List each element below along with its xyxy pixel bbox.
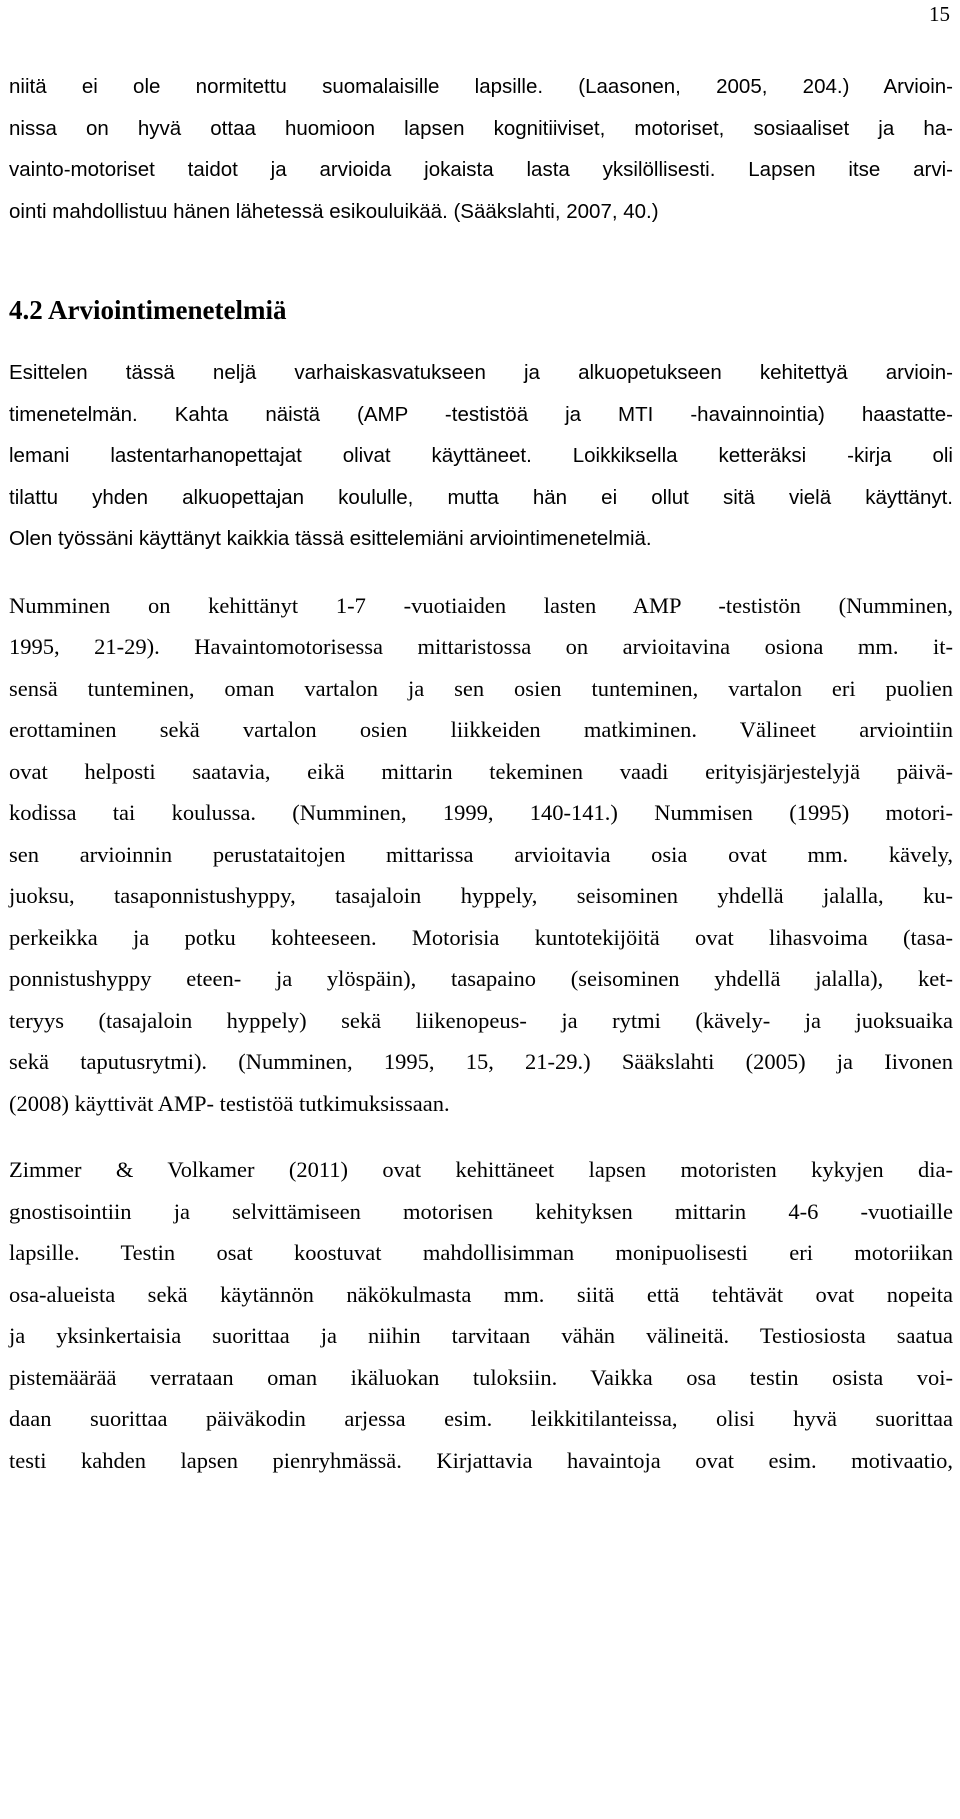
text-line: ovat helposti saatavia, eikä mittarin tekeminen vaadi erityisjärjestelyjä päivä- xyxy=(9,758,953,784)
text-line: testi kahden lapsen pienryhmässä. Kirjattavia havaintoja ovat esim. motivaatio, xyxy=(9,1447,953,1473)
text-line: ja yksinkertaisia suorittaa ja niihin tarvitaan vähän välineitä. Testiosiosta saatua xyxy=(9,1323,953,1348)
text-line: niitä ei ole normitettu suomalaisille lapsille. (Laasonen, 2005, 204.) Arvioin- xyxy=(9,75,953,98)
text-line: tilattu yhden alkuopettajan koululle, mutta hän ei ollut sitä vielä käyttänyt. xyxy=(9,485,953,509)
text-line: vainto-motoriset taidot ja arvioida jokaista lasta yksilöllisesti. Lapsen itse arvi- xyxy=(9,158,953,181)
document-body xyxy=(9,66,953,1481)
text-line: ponnistushyppy eteen- ja ylöspäin), tasapaino (seisominen yhdellä jalalla), ket- xyxy=(9,966,953,991)
page-number: 15 xyxy=(929,2,950,26)
text-line: Numminen on kehittänyt 1-7 -vuotiaiden lasten AMP -testistön (Numminen, xyxy=(9,592,953,618)
text-line: sensä tunteminen, oman vartalon ja sen osien tunteminen, vartalon eri puolien xyxy=(9,675,953,701)
text-line: nissa on hyvä ottaa huomioon lapsen kognitiiviset, motoriset, sosiaaliset ja ha- xyxy=(9,116,953,140)
text-line: lapsille. Testin osat koostuvat mahdollisimman monipuolisesti eri motoriikan xyxy=(9,1240,953,1265)
text-line: juoksu, tasaponnistushyppy, tasajaloin hyppely, seisominen yhdellä jalalla, ku- xyxy=(9,883,953,908)
text-line: Zimmer & Volkamer (2011) ovat kehittäneet lapsen motoristen kykyjen dia- xyxy=(9,1157,953,1182)
text-line: pistemäärää verrataan oman ikäluokan tuloksiin. Vaikka osa testin osista voi- xyxy=(9,1364,953,1390)
paragraph-methods-intro xyxy=(9,352,953,560)
text-line: lemani lastentarhanopettajat olivat käyttäneet. Loikkiksella ketteräksi -kirja oli xyxy=(9,444,953,467)
text-line: daan suorittaa päiväkodin arjessa esim. leikkitilanteissa, olisi hyvä suorittaa xyxy=(9,1406,953,1431)
text-line: teryys (tasajaloin hyppely) sekä liikenopeus- ja rytmi (kävely- ja juoksuaika xyxy=(9,1007,953,1033)
section-heading: 4.2 Arviointimenetelmiä xyxy=(9,295,287,325)
text-line: sekä taputusrytmi). (Numminen, 1995, 15, 21-29.) Sääkslahti (2005) ja Iivonen xyxy=(9,1049,953,1074)
text-line: perkeikka ja potku kohteeseen. Motorisia kuntotekijöitä ovat lihasvoima (tasa- xyxy=(9,924,953,950)
text-line: osa-alueista sekä käytännön näkökulmasta mm. siitä että tehtävät ovat nopeita xyxy=(9,1281,953,1307)
text-line: gnostisointiin ja selvittämiseen motorisen kehityksen mittarin 4-6 -vuotiaille xyxy=(9,1198,953,1224)
paragraph-amp xyxy=(9,585,953,1125)
text-line: ointi mahdollistuu hänen lähetessä esikouluikää. (Sääkslahti, 2007, 40.) xyxy=(9,199,659,223)
paragraph-intro xyxy=(9,66,953,232)
text-line: sen arvioinnin perustataitojen mittarissa arvioitavia osia ovat mm. kävely, xyxy=(9,841,953,867)
text-line: kodissa tai koulussa. (Numminen, 1999, 140-141.) Nummisen (1995) motori- xyxy=(9,800,953,825)
paragraph-zimmer-volkamer xyxy=(9,1149,953,1481)
text-line: Esittelen tässä neljä varhaiskasvatukseen ja alkuopetukseen kehitettyä arvioin- xyxy=(9,361,953,384)
text-line: timenetelmän. Kahta näistä (AMP -testistöä ja MTI -havainnointia) haastatte- xyxy=(9,402,953,426)
text-line: (2008) käyttivät AMP- testistöä tutkimuksissaan. xyxy=(9,1090,450,1116)
text-line: erottaminen sekä vartalon osien liikkeiden matkiminen. Välineet arviointiin xyxy=(9,717,953,742)
text-line: 1995, 21-29). Havaintomotorisessa mittaristossa on arvioitavina osiona mm. it- xyxy=(9,634,953,659)
text-line: Olen työssäni käyttänyt kaikkia tässä esittelemiäni arviointimenetelmiä. xyxy=(9,527,652,550)
